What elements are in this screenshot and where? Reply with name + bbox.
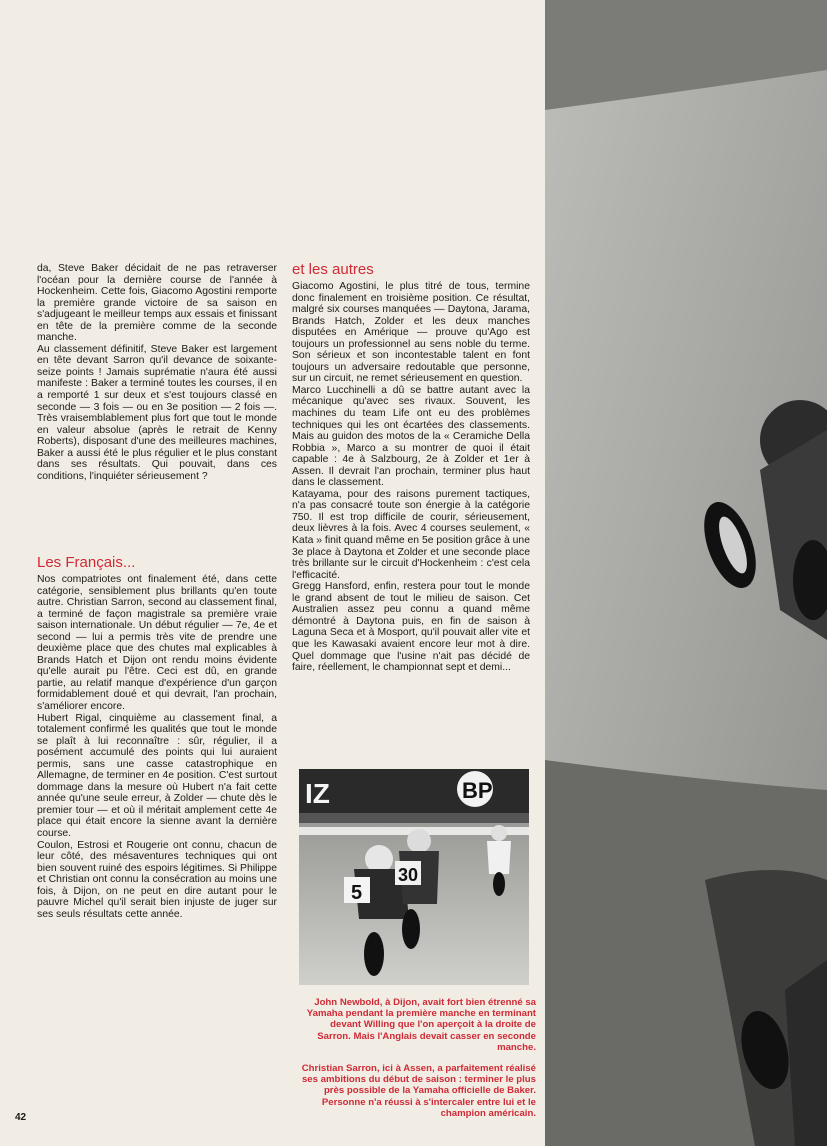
- paragraph: Katayama, pour des raisons purement tactiques, n'a pas consacré toute son énergie à la catégorie 750. Il est trop difficile de courir, sérieusement, deux lièvres à la fois. Avec 4 courses seulement, « Kata » finit quand même en 5e position grâce à une 3e place à Daytona et Zolder et une seconde place très brillante sur le circuit d'Hockenheim : c'est cela l'efficacité.: [292, 488, 530, 581]
- rider-number: 30: [398, 865, 419, 885]
- paragraph: Giacomo Agostini, le plus titré de tous, termine donc finalement en troisième position. Ce résultat, malgré six courses manquées — Daytona, Jarama, Brands Hatch, Zolder et les deux manches disputées en Amérique — prouve qu'Ago est toujours un professionnel au sens noble du terme. Son sérieux et son incontestable talent en font toujours un adversaire redoutable que personne, sur un circuit, ne remet sérieusement en question.: [292, 281, 530, 385]
- paragraph: Hubert Rigal, cinquième au classement final, a totalement confirmé les qualités que tout le monde se plaît à lui reconnaître : sûr, régulier, il a posément accumulé des points qui lui auraient permis, sans une casse catastrophique en Allemagne, de terminer en 4e position. C'est surtout dommage dans la mesure où Hubert n'a fait cette année qu'une seule erreur, à Zolder — chute dès le premier tour — et où il méritait amplement cette 4e place qui était encore la sienne avant la dernière course.: [37, 712, 277, 840]
- left-column-francais: [37, 574, 277, 920]
- paragraph: Gregg Hansford, enfin, restera pour tout le monde le grand absent de tout le milieu de saison. Cet Australien assez peu connu a quand même démontré à Daytona puis, en fin de saison à Laguna Seca et à Mosport, qu'il pouvait aller vite et que les Kawasaki avaient encore leur mot à dire. Quel dommage que l'usine n'ait pas décidé de faire, réellement, le championnat sept et demi...: [292, 581, 530, 674]
- heading-les-francais: Les Français...: [37, 554, 136, 571]
- paragraph: da, Steve Baker décidait de ne pas retraverser l'océan pour la dernière course de l'année à Hockenheim. Cette fois, Giacomo Agostini remporte la première grande victoire de sa saison en s'adjugeant le meilleur temps aux essais et finissant en tête de la première comme de la seconde manche.: [37, 263, 277, 344]
- left-column-intro: [37, 263, 277, 482]
- paragraph: Marco Lucchinelli a dû se battre autant avec la mécanique qu'avec ses rivaux. Souvent, les machines du team Life ont eu des problèmes techniques qui les ont écartées des classements. Mais au guidon des motos de la « Ceramiche Della Robbia », Marco a su montrer de quoi il était capable : 4e à Salzbourg, 2e à Zolder et 1er à Assen. Il devrait l'an prochain, terminer plus haut dans le classement.: [292, 384, 530, 489]
- heading-et-les-autres: et les autres: [292, 261, 374, 278]
- right-column-autres: [292, 281, 530, 674]
- sponsor-logo-text: BP: [462, 778, 493, 803]
- page-number: 42: [15, 1112, 27, 1123]
- race-photo-dijon: [299, 769, 529, 985]
- photo-caption-dijon: John Newbold, à Dijon, avait fort bien étrenné sa Yamaha pendant la première manche en terminant devant Willing que l'on aperçoit à la droite de Sarron. Mais l'Anglais devait casser en seconde manche.: [306, 997, 536, 1053]
- paragraph: Nos compatriotes ont finalement été, dans cette catégorie, sensiblement plus brillants qu'en toute autre. Christian Sarron, second au classement final, a terminé de façon magistrale sa première vraie saison internationale. Un début régulier — 7e, 4e et second — lui a permis très vite de prendre une deuxième place que des chutes mal explicables à Brands Hatch et Dijon ont rendu moins évidente qu'elle aurait pu l'être. Ceci est dû, en grande partie, au relatif manque d'expérience d'un garçon formidablement doué et qui devrait, l'an prochain, s'améliorer encore.: [37, 574, 277, 713]
- paragraph: Au classement définitif, Steve Baker est largement en tête devant Sarron qu'il devance de soixante-seize points ! Jamais suprématie n'aura été aussi manifeste : Baker a terminé toutes les courses, il en a remporté 1 sur deux et s'est toujours classé en seconde — 3 fois — ou en 3e position — 2 fois —. Très vraisemblablement plus fort que tout le monde en valeur absolue (après le retrait de Kenny Roberts), disposant d'une des meilleures machines, Baker a aussi été le plus régulier et le plus constant dans ses résultats. Qui pouvait, dans ces conditions, l'inquiéter sérieusement ?: [37, 343, 277, 482]
- rider-number: 5: [351, 882, 363, 904]
- photo-caption-assen: Christian Sarron, ici à Assen, a parfaitement réalisé ses ambitions du début de saison : terminer le plus près possible de la Yamaha officielle de Baker. Personne n'a réussi à s'intercaler entre lui et le champion américain.: [301, 1063, 536, 1119]
- race-photo-assen: [545, 0, 827, 1146]
- paragraph: Coulon, Estrosi et Rougerie ont connu, chacun de leur côté, des mésaventures techniques qui ont bien souvent ruiné des espoirs légitimes. Si Philippe et Christian ont connu la consécration au moins une fois, à Dijon, on ne peut en dire autant pour le pauvre Michel qu'il serait bien injuste de juger sur ses seuls résultats cette année.: [37, 839, 277, 920]
- banner-text: IZ: [305, 778, 330, 809]
